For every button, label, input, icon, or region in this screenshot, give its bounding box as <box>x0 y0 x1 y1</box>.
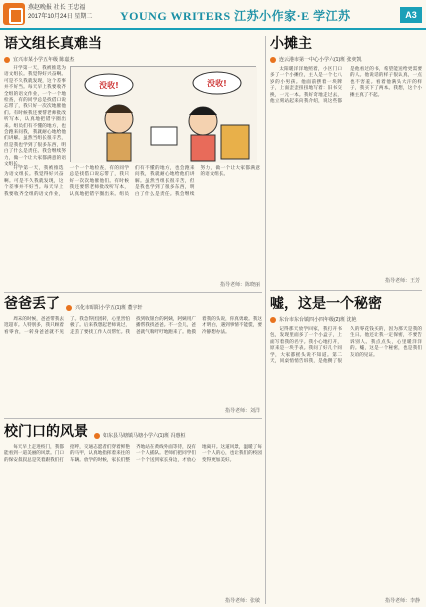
masthead-meta <box>28 4 92 22</box>
article-language-group-leader <box>4 36 262 288</box>
article-school-gate-scenery <box>4 424 262 604</box>
byline-text: 如东县马塘镇马塘小学六(1)班 冯惠桓 <box>103 433 186 439</box>
masthead-meta-line1: 燕赵晚报 社长 王忠福 <box>28 5 86 11</box>
byline-marker-icon <box>4 57 10 63</box>
article-body <box>4 317 262 405</box>
cartoon-illustration <box>70 66 256 162</box>
column-divider <box>265 36 266 604</box>
byline-text: 东台市东台镇四小四年级(2)班 沈艳 <box>279 317 357 323</box>
article-title: 校门口的风景 <box>4 425 88 440</box>
article-body-text-continued: 开学第一天，我被推选为语文组长。我觉得好兴奋啊。可是不久我就发现，这个差事并不好当。每天早上我要收齐全组的语文作业，一个一个地检查，有的同学总是找借口说忘带了，我只好一次次地催他们。有时候我还要帮老师批改听写本，认真地把错字圈出来。组员们有不懂的地方，也会跑来问我，我就耐心地给他们讲解。虽然当组长很辛苦，但是我也学到了很多东西，明白了什么是责任。我会继续努力，做一个让大家都满意的语文组长。 <box>4 166 260 197</box>
byline-text: 宜兴市某小学五年级 陈嘉杰 <box>13 57 75 63</box>
bubble-left-text: 没收! <box>99 81 119 90</box>
byline-marker-icon <box>94 433 100 439</box>
byline-marker-icon <box>270 317 276 323</box>
article-byline <box>94 432 186 439</box>
byline-marker-icon <box>66 305 72 311</box>
article-title: 嘘，这是一个秘密 <box>270 297 382 312</box>
article-title: 小摊主 <box>270 37 312 52</box>
article-editor: 指导老师：李静 <box>384 598 420 604</box>
cartoon-drawing <box>71 67 257 163</box>
article-body <box>4 66 66 168</box>
article-dad-lost <box>4 296 262 414</box>
article-byline <box>270 56 422 63</box>
article-secret <box>270 296 422 604</box>
article-editor: 指导老师：王芳 <box>384 278 420 284</box>
page-number-badge: A3 <box>400 7 422 23</box>
article-byline <box>4 56 262 63</box>
article-body-text: 开学第一天，我被推选为语文组长。我觉得好兴奋啊。可是不久我就发现，这个差事并不好当。每天早上我要收齐全组的语文作业，一个一个地检查，有的同学总是找借口说忘带了，我只好一次次地催他们。有时候我还要帮老师批改听写本，认真地把错字圈出来。组员们有不懂的地方，也会跑来问我，我就耐心地给他们讲解。虽然当组长很辛苦，但是我也学到了很多东西，明白了什么是责任。我会继续努力，做一个让大家都满意的语文组长。 <box>4 66 66 168</box>
article-editor: 指导老师：张敏 <box>224 598 260 604</box>
row-divider <box>270 290 422 291</box>
article-editor: 指导老师：刘洋 <box>224 408 260 414</box>
section-title: YOUNG WRITERS 江苏小作家·E 学江苏 <box>120 9 351 23</box>
byline-marker-icon <box>270 57 276 63</box>
article-body <box>4 445 262 595</box>
article-body <box>270 327 422 595</box>
article-title: 语文组长真难当 <box>4 37 102 52</box>
byline-text: 连云港市第一中心小学六(1)班 张奕凯 <box>279 57 362 63</box>
article-body-text: 太阳暖洋洋地照着，小区门口多了一个小摊位，主人是一个七八岁的小男孩。他面前摆着一块牌子，上面歪歪扭扭地写着：旧书交换，一元一本。我好奇地走过去，他立刻站起来向我介绍，说这些都是他看过的书，希望能送给更需要的人。他说话的样子很认真，一点也不害羞。看着他满头大汗的样子，我买下了两本。我想，这个小摊主真了不起。 <box>270 67 422 105</box>
masthead-meta-line2: 2017年10月24日 星期二 <box>28 14 93 20</box>
article-byline <box>66 304 143 311</box>
newspaper-logo-icon <box>3 3 25 25</box>
article-body <box>270 67 422 273</box>
article-title: 爸爸丢了 <box>4 297 60 312</box>
row-divider <box>4 292 262 293</box>
masthead <box>0 0 426 30</box>
article-body-text: 记得那天放学回家，我打开书包，发现里面多了一个小盒子，上面写着我的名字。我小心地打开，原来是一块手表。我问了好几个同学，大家都摇头说不知道。第二天，同桌悄悄告诉我，是他攒了很久的零花钱买的，因为那天是我的生日。他还让我一定保密，不要告诉别人。我点点头，心里暖洋洋的。嘘，这是一个秘密，也是我们友谊的见证。 <box>270 327 422 365</box>
bubble-right-text: 没收! <box>207 79 227 88</box>
article-body-text: 周末的时候，爸爸带我去逛超市。人特别多，我只顾着看零食，一转身爸爸就不见了。我急得团团转，心里害怕极了。后来我想起老师说过，走丢了要找工作人员帮忙。我找到收银台的阿姨，阿姨用广播帮我找爸爸。不一会儿，爸爸就气喘吁吁地跑来了。他摸着我的头说，你真勇敢。我这才明白，遇到事情不能慌，要冷静想办法。 <box>4 317 262 335</box>
article-editor: 指导老师：陈晓丽 <box>219 282 260 288</box>
article-body-continued <box>4 166 260 278</box>
byline-text: 兴化市昭阳小学五(1)班 董宇轩 <box>75 305 143 311</box>
article-little-vendor <box>270 36 422 284</box>
article-byline <box>270 316 422 323</box>
row-divider <box>4 418 262 419</box>
article-body-text: 每天早上走进校门，我都能看到一道美丽的风景。门口的保安叔叔总是笑着跟我们打招呼，交通志愿者们穿着鲜艳的马甲，认真地指挥着来往的车辆。放学的时候，家长们整齐地站在黄线外面等待，没有一个人插队。老师们把同学们一个个送到家长身边，才放心地离开。这道风景，温暖了每一个人的心，也让我们的校园变得更加美好。 <box>4 445 262 463</box>
